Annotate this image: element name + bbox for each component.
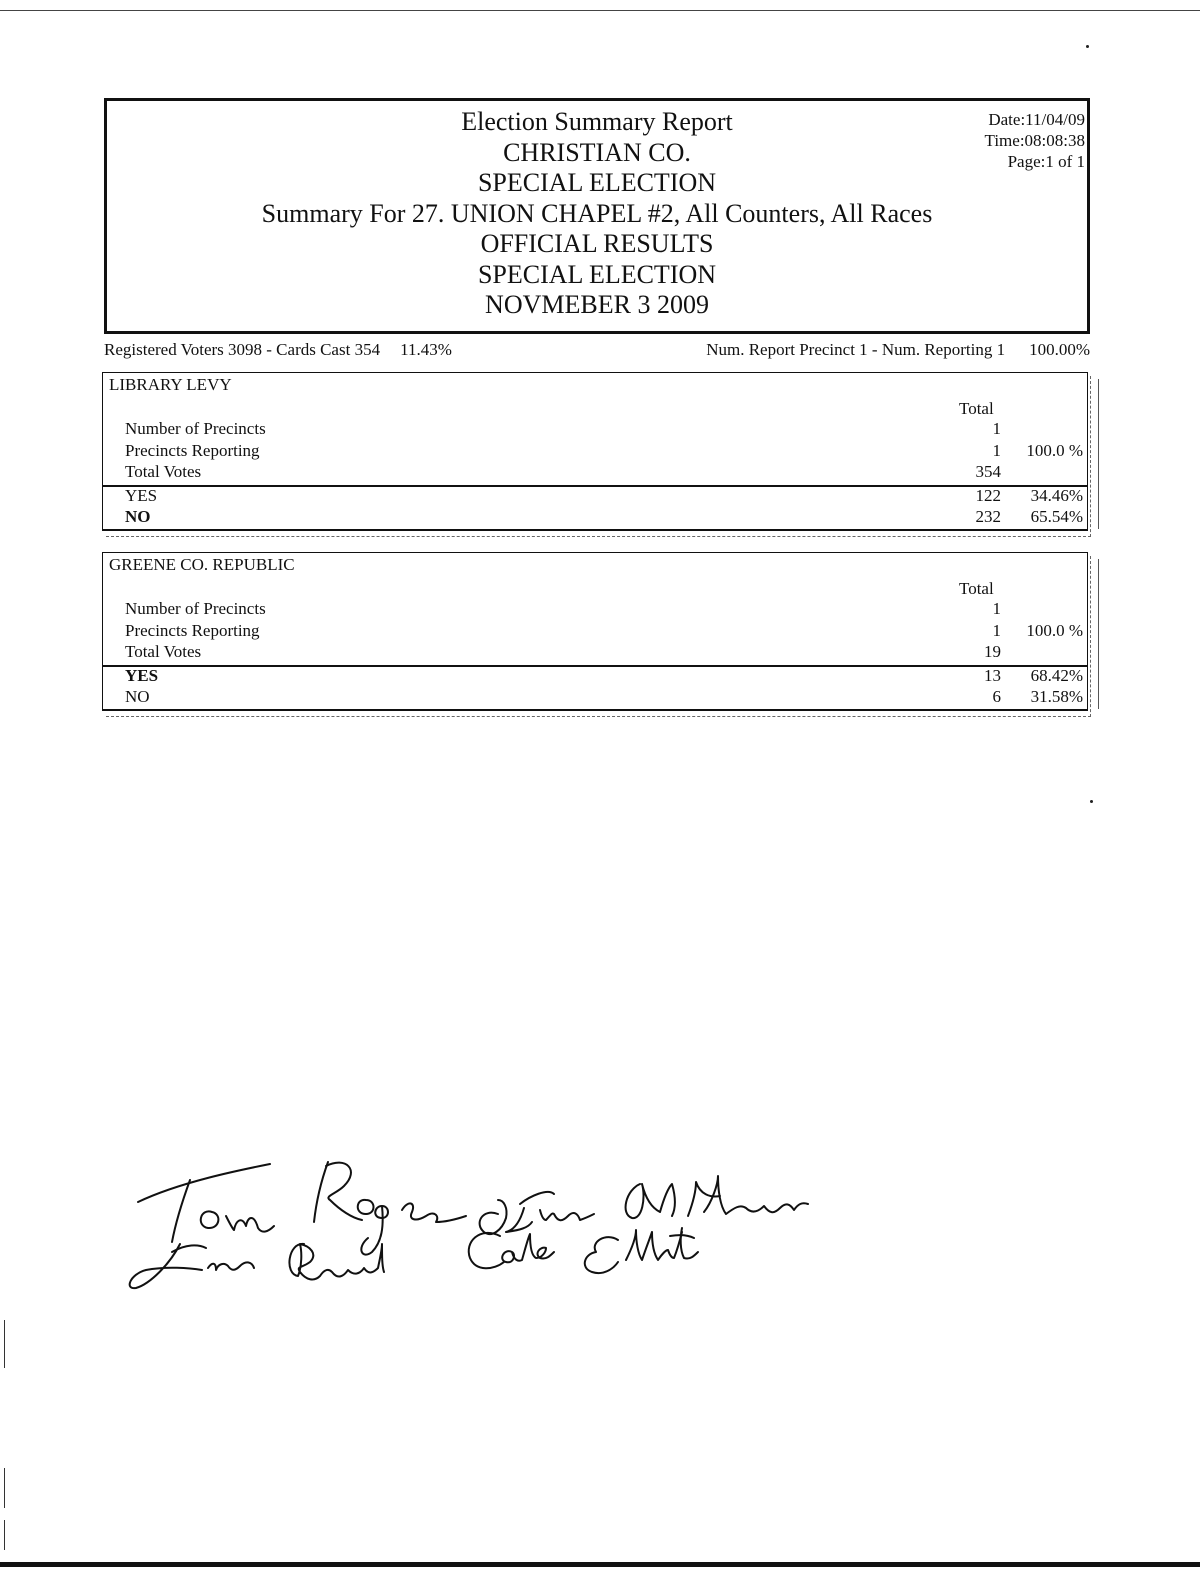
race-title: LIBRARY LEVY: [109, 375, 232, 394]
choice-row: [103, 666, 1087, 688]
choice-votes: 13: [984, 666, 1001, 685]
results-status: OFFICIAL RESULTS: [480, 229, 714, 258]
race-greene-co-republic: [102, 552, 1088, 711]
stat-label: Total Votes: [125, 462, 202, 481]
turnout-summary: [104, 340, 1090, 362]
report-title: Election Summary Report: [461, 107, 733, 136]
scan-mark: [1098, 559, 1099, 709]
total-column-header: Total: [959, 579, 994, 598]
stat-value: 354: [975, 462, 1001, 481]
election-type: SPECIAL ELECTION: [477, 168, 717, 197]
registered-voters-cards-cast: Registered Voters 3098 - Cards Cast 354: [104, 340, 381, 359]
election-date: NOVMEBER 3 2009: [485, 290, 709, 319]
report-page: Page:1 of 1: [1007, 152, 1085, 171]
precinct-reporting: [706, 340, 1090, 360]
report-time: Time:08:08:38: [984, 131, 1085, 150]
report-header: [104, 98, 1090, 334]
signature-tom-rogers: [138, 1162, 466, 1255]
stat-row: [103, 419, 1087, 441]
choice-percent: 65.54%: [1030, 507, 1083, 526]
stat-row: [103, 599, 1087, 621]
scan-edge-bottom: [0, 1562, 1200, 1567]
scan-mark: [4, 1468, 5, 1508]
stat-value: 19: [984, 642, 1001, 661]
stat-label: Precincts Reporting: [125, 441, 260, 460]
stat-row: [103, 642, 1087, 664]
signature-carla-elliott: [469, 1228, 698, 1273]
stat-label: Total Votes: [125, 642, 202, 661]
race-library-levy: [102, 372, 1088, 531]
choice-label: NO: [125, 687, 150, 706]
choice-row: [103, 486, 1087, 508]
stat-label: Number of Precincts: [125, 599, 266, 618]
report-meta: [985, 109, 1085, 172]
stat-row: [103, 462, 1087, 484]
choice-label: NO: [125, 507, 151, 526]
election-type-repeat: SPECIAL ELECTION: [477, 259, 717, 289]
summary-scope: Summary For 27. UNION CHAPEL #2, All Counters, All Races: [261, 198, 933, 228]
voter-turnout: [104, 340, 452, 360]
choice-row: [103, 687, 1087, 709]
scan-edge-top: [0, 10, 1200, 11]
total-column-header: Total: [959, 399, 994, 418]
scan-speck: [1090, 800, 1093, 803]
choice-votes: 6: [992, 687, 1001, 706]
stat-label: Number of Precincts: [125, 419, 266, 438]
choice-percent: 68.42%: [1030, 666, 1083, 685]
choice-votes: 232: [975, 507, 1001, 526]
stat-row: [103, 441, 1087, 463]
stat-label: Precincts Reporting: [125, 621, 260, 640]
turnout-percent: 11.43%: [400, 340, 452, 359]
report-title-block: [107, 107, 1087, 321]
stat-value: 1: [992, 599, 1001, 618]
reporting-percent: 100.00%: [1029, 340, 1090, 359]
report-date: Date:11/04/09: [988, 110, 1085, 129]
stat-percent: 100.0 %: [1026, 441, 1083, 460]
county-name: CHRISTIAN CO.: [503, 137, 691, 167]
scan-mark: [4, 1320, 5, 1368]
choice-percent: 34.46%: [1030, 486, 1083, 505]
stat-percent: 100.0 %: [1026, 621, 1083, 640]
signatures: [120, 1140, 880, 1310]
signature-lisa-russell: [130, 1244, 384, 1288]
choice-percent: 31.58%: [1030, 687, 1083, 706]
scan-mark: [4, 1520, 5, 1550]
scan-mark: [1098, 379, 1099, 529]
choice-label: YES: [125, 486, 158, 505]
race-title: GREENE CO. REPUBLIC: [109, 555, 295, 574]
stat-row: [103, 621, 1087, 643]
choice-row: [103, 507, 1087, 529]
choice-votes: 122: [975, 486, 1001, 505]
precincts-reported: Num. Report Precinct 1 - Num. Reporting 1: [706, 340, 1006, 359]
scan-speck: [1086, 45, 1089, 48]
choice-label: YES: [125, 666, 159, 685]
stat-value: 1: [992, 441, 1001, 460]
signature-marian-matthews: [480, 1176, 808, 1234]
stat-value: 1: [992, 621, 1001, 640]
stat-value: 1: [992, 419, 1001, 438]
